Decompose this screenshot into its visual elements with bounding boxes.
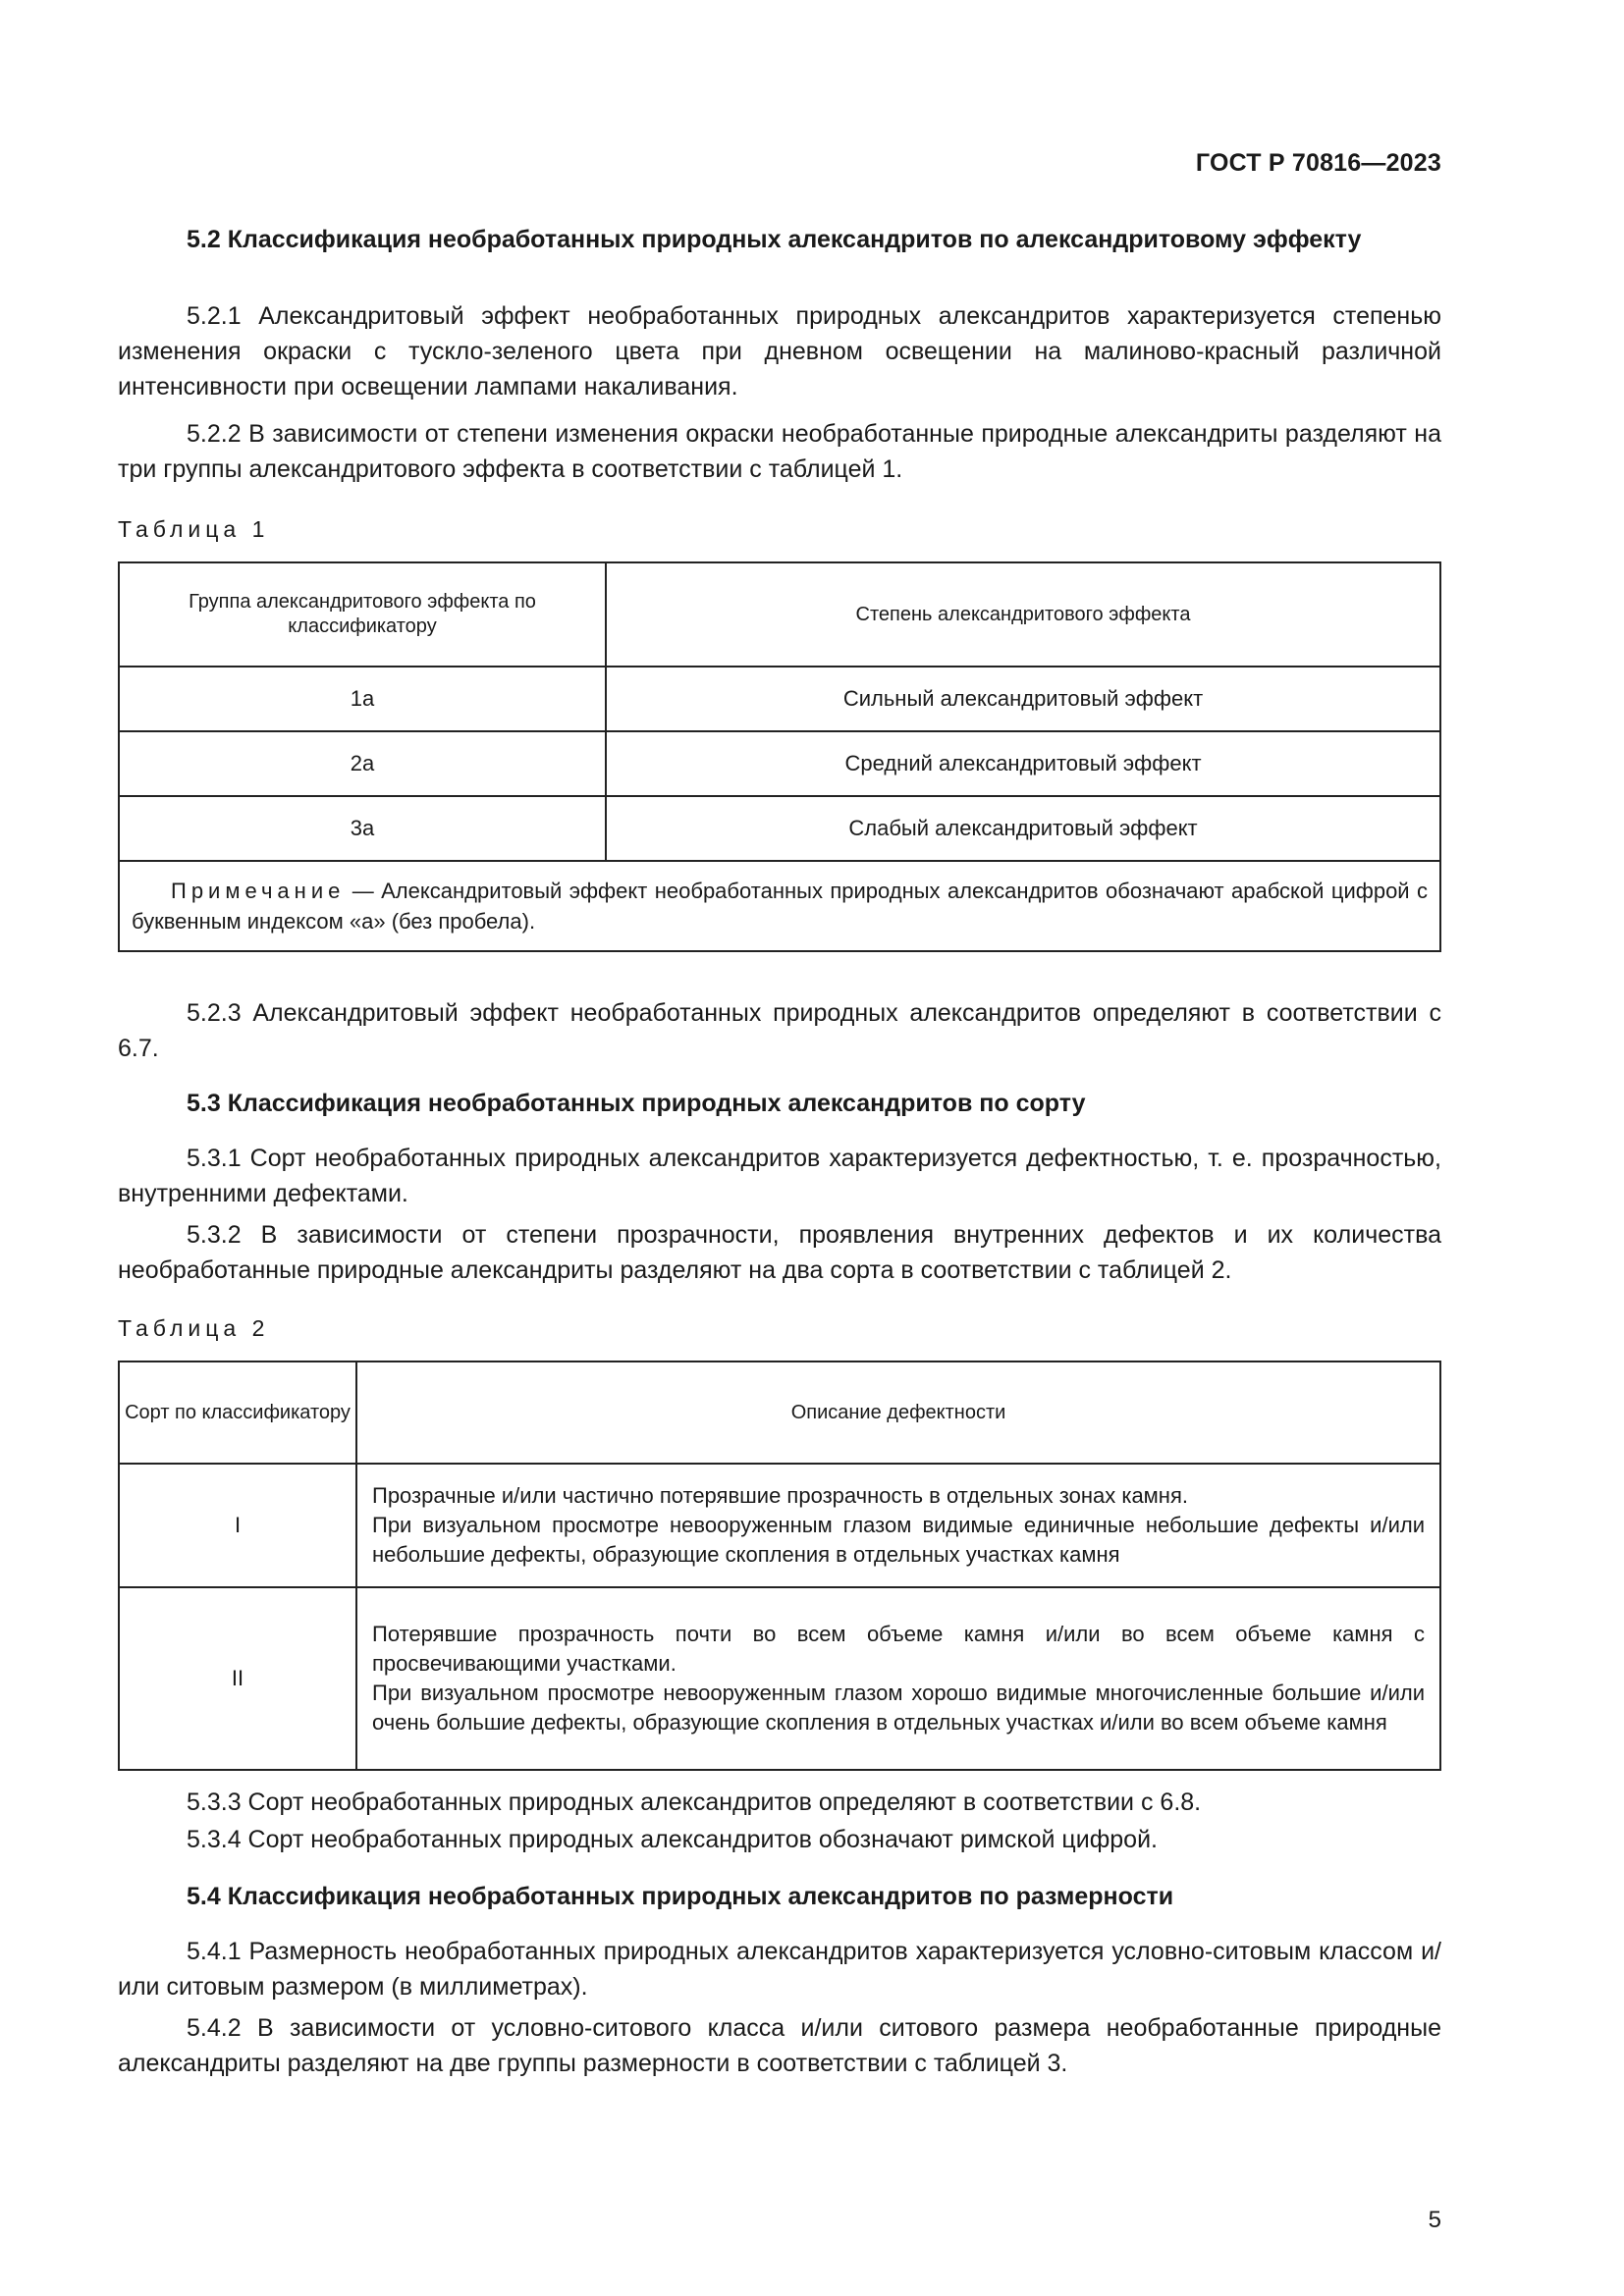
table-row <box>119 1464 1440 1587</box>
table-2-header-grade: Сорт по классификатору <box>119 1362 356 1464</box>
table-row <box>119 1587 1440 1770</box>
table-1-group-cell: 3a <box>119 796 606 861</box>
table-2-grade-cell: I <box>119 1464 356 1587</box>
paragraph-5-4-2: 5.4.2 В зависимости от условно-ситового класса и/или ситового размера необработанные природные александриты разделяют на две группы размерности в соответствии с таблицей 3. <box>118 2014 1441 2077</box>
paragraph-5-2-1: 5.2.1 Александритовый эффект необработанных природных александритов характеризуется степенью изменения окраски с тускло-зеленого цвета при дневном освещении на малиново-красный различной интенсивности при освещении лампами накаливания. <box>118 302 1441 400</box>
section-5-3-heading: 5.3 Классификация необработанных природных александритов по сорту <box>187 1090 1086 1117</box>
table-1-note-row <box>119 861 1440 951</box>
description-line: При визуальном просмотре невооруженным глазом хорошо видимые многочисленные большие и/или очень большие дефекты, образующие скопления в отдельных участках и/или во всем объеме камня <box>372 1681 1425 1735</box>
note-label: Примечание <box>171 879 346 903</box>
table-1-degree-cell: Слабый александритовый эффект <box>606 796 1440 861</box>
paragraph-5-2-3: 5.2.3 Александритовый эффект необработанных природных александритов определяют в соответствии с 6.7. <box>118 999 1441 1062</box>
paragraph-5-2-2: 5.2.2 В зависимости от степени изменения окраски необработанные природные александриты разделяют на три группы александритового эффекта в соответствии с таблицей 1. <box>118 420 1441 483</box>
table-2-description-cell <box>356 1587 1440 1770</box>
table-2-header-description: Описание дефектности <box>356 1362 1440 1464</box>
description-line: Прозрачные и/или частично потерявшие прозрачность в отдельных зонах камня. <box>372 1483 1188 1508</box>
table-1 <box>118 561 1441 952</box>
table-2-caption: Таблица 2 <box>118 1315 270 1341</box>
table-2 <box>118 1361 1441 1771</box>
table-1-group-cell: 2a <box>119 731 606 796</box>
table-row <box>119 667 1440 731</box>
table-1-note <box>119 861 1440 951</box>
paragraph-5-3-3: 5.3.3 Сорт необработанных природных александритов определяют в соответствии с 6.8. <box>187 1789 1202 1816</box>
description-line: При визуальном просмотре невооруженным глазом видимые единичные небольшие дефекты и/или небольшие дефекты, образующие скопления в отдельных участках камня <box>372 1513 1425 1567</box>
table-row <box>119 796 1440 861</box>
table-1-degree-cell: Средний александритовый эффект <box>606 731 1440 796</box>
paragraph-5-3-2: 5.3.2 В зависимости от степени прозрачности, проявления внутренних дефектов и их количества необработанные природные александриты разделяют на два сорта в соответствии с таблицей 2. <box>118 1221 1441 1284</box>
table-1-header-group: Группа александритового эффекта по классификатору <box>119 562 606 667</box>
table-row <box>119 731 1440 796</box>
paragraph-5-3-1: 5.3.1 Сорт необработанных природных александритов характеризуется дефектностью, т. е. прозрачностью, внутренними дефектами. <box>118 1145 1441 1207</box>
table-1-degree-cell: Сильный александритовый эффект <box>606 667 1440 731</box>
table-1-caption: Таблица 1 <box>118 516 270 542</box>
section-5-4-heading: 5.4 Классификация необработанных природных александритов по размерности <box>187 1883 1174 1910</box>
page-number: 5 <box>1428 2207 1441 2233</box>
paragraph-5-3-4: 5.3.4 Сорт необработанных природных александритов обозначают римской цифрой. <box>187 1826 1158 1853</box>
note-text: — Александритовый эффект необработанных природных александритов обозначают арабской цифрой с буквенным индексом «а» (без пробела). <box>132 879 1428 934</box>
section-5-2-heading: 5.2 Классификация необработанных природных александритов по александритовому эффекту <box>187 226 1362 253</box>
table-2-grade-cell: II <box>119 1587 356 1770</box>
paragraph-5-4-1: 5.4.1 Размерность необработанных природных александритов характеризуется условно-ситовым классом и/или ситовым размером (в миллиметрах). <box>118 1938 1441 2001</box>
table-1-group-cell: 1a <box>119 667 606 731</box>
description-line: Потерявшие прозрачность почти во всем объеме камня и/или во всем объеме камня с просвечивающими участками. <box>372 1622 1425 1676</box>
table-1-header-degree: Степень александритового эффекта <box>606 562 1440 667</box>
standard-header: ГОСТ Р 70816—2023 <box>1195 149 1441 177</box>
table-2-description-cell <box>356 1464 1440 1587</box>
